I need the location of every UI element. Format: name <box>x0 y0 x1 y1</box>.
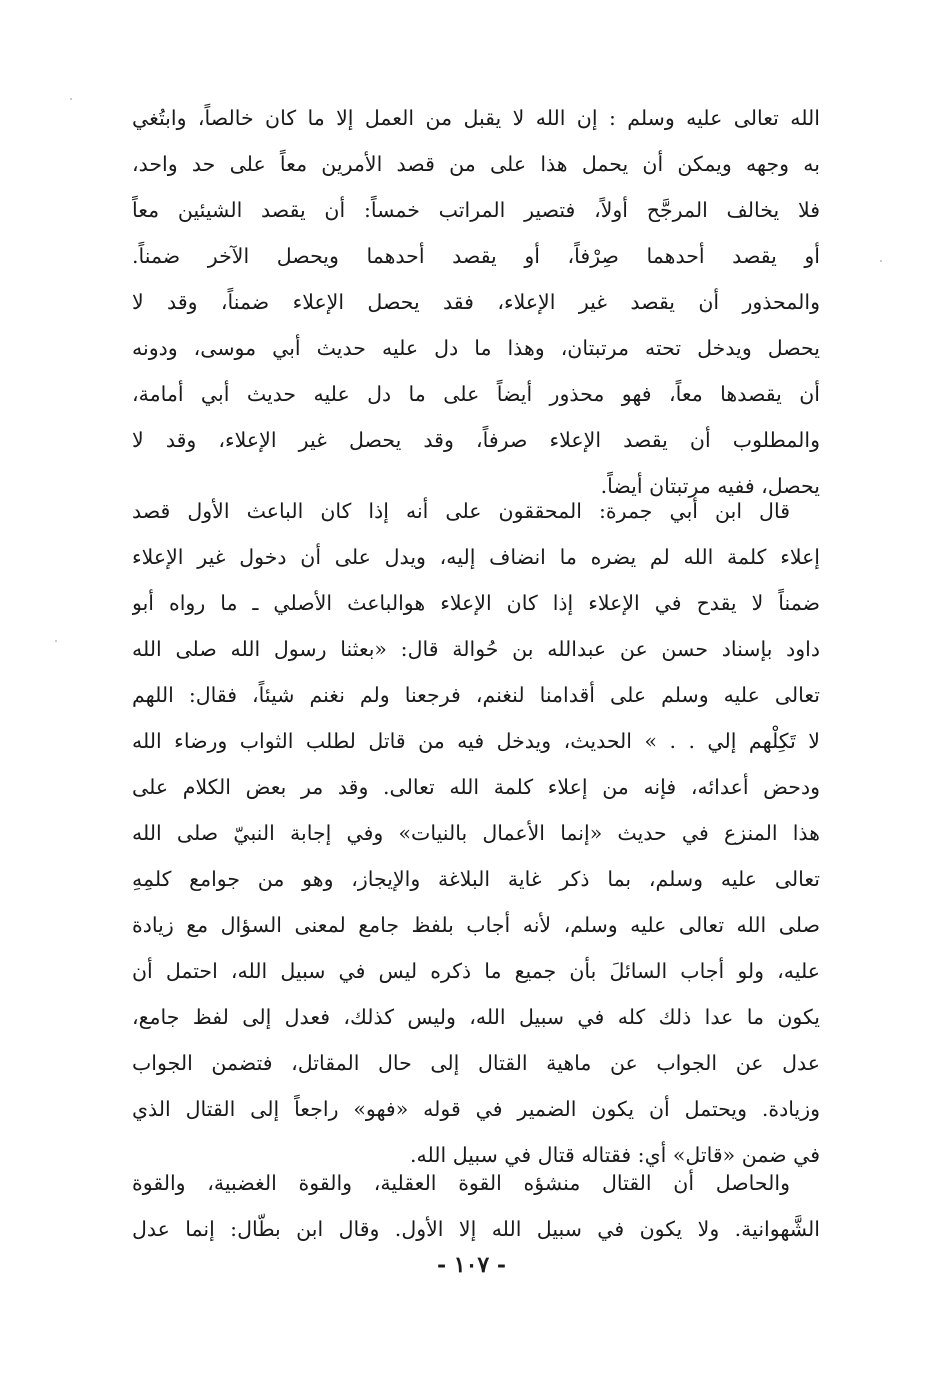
paragraph-3 <box>132 1160 820 1252</box>
text-line: والحاصل أن القتال منشؤه القوة العقلية، والقوة الغضبية، والقوة <box>132 1171 790 1195</box>
text-line: قال ابن أبي جمرة: المحققون على أنه إذا كان الباعث الأول قصد <box>132 499 790 523</box>
text-line: والمحذور أن يقصد غير الإعلاء، فقد يحصل الإعلاء ضمناً، وقد لا <box>132 290 820 314</box>
scan-speck <box>70 98 72 100</box>
text-line: ودحض أعدائه، فإنه من إعلاء كلمة الله تعالى. وقد مر بعض الكلام على <box>132 775 820 799</box>
paragraph-2 <box>132 488 820 1178</box>
text-line: يكون ما عدا ذلك كله في سبيل الله، وليس كذلك، فعدل إلى لفظ جامع، <box>132 1005 820 1029</box>
text-line: لا تَكِلْهم إلي . . » الحديث، ويدخل فيه من قاتل لطلب الثواب ورضاء الله <box>132 729 820 753</box>
text-line: تعالى عليه وسلم، بما ذكر غاية البلاغة والإيجاز، وهو من جوامع كلمِهِ <box>132 867 820 891</box>
text-line: في ضمن «قاتل» أي: فقتاله قتال في سبيل الله. <box>409 1143 820 1167</box>
paragraph-1 <box>132 95 820 509</box>
text-line: الله تعالى عليه وسلم : إن الله لا يقبل من العمل إلا ما كان خالصاً، وابتُغي <box>132 106 820 130</box>
text-line: عليه، ولو أجاب السائلَ بأن جميع ما ذكره ليس في سبيل الله، احتمل أن <box>132 959 820 983</box>
text-line: الشَّهوانية. ولا يكون في سبيل الله إلا الأول. وقال ابن بطّال: إنما عدل <box>132 1217 820 1241</box>
text-line: أو يقصد أحدهما صِرْفاً، أو يقصد أحدهما ويحصل الآخر ضمناً. <box>132 244 820 268</box>
text-line: تعالى عليه وسلم على أقدامنا لنغنم، فرجعنا ولم نغنم شيئاً، فقال: اللهم <box>132 683 820 707</box>
text-line: والمطلوب أن يقصد الإعلاء صرفاً، وقد يحصل غير الإعلاء، وقد لا <box>132 428 820 452</box>
text-line: أن يقصدها معاً، فهو محذور أيضاً على ما دل عليه حديث أبي أمامة، <box>132 382 820 406</box>
page-number: - ١٠٧ - <box>436 1252 507 1278</box>
scan-speck <box>55 640 57 642</box>
text-line: ضمناً لا يقدح في الإعلاء إذا كان الإعلاء هوالباعث الأصلي ـ ما رواه أبو <box>132 591 820 615</box>
text-line: يحصل ويدخل تحته مرتبتان، وهذا ما دل عليه حديث أبي موسى، ودونه <box>132 336 820 360</box>
text-line: وزيادة. ويحتمل أن يكون الضمير في قوله «فهو» راجعاً إلى القتال الذي <box>132 1097 820 1121</box>
text-line: صلى الله تعالى عليه وسلم، لأنه أجاب بلفظ جامع لمعنى السؤال مع زيادة <box>132 913 820 937</box>
text-line: به وجهه ويمكن أن يحمل هذا على من قصد الأمرين معاً على حد واحد، <box>132 152 820 176</box>
text-line: يحصل، ففيه مرتبتان أيضاً. <box>600 474 820 498</box>
text-line: إعلاء كلمة الله لم يضره ما انضاف إليه، ويدل على أن دخول غير الإعلاء <box>132 545 820 569</box>
text-line: هذا المنزع في حديث «إنما الأعمال بالنيات» وفي إجابة النبيّ صلى الله <box>132 821 820 845</box>
text-line: داود بإسناد حسن عن عبدالله بن حُوالة قال: «بعثنا رسول الله صلى الله <box>132 637 820 661</box>
scan-speck <box>880 260 882 262</box>
text-line: فلا يخالف المرجَّح أولاً، فتصير المراتب خمساً: أن يقصد الشيئين معاً <box>132 198 820 222</box>
text-line: عدل عن الجواب عن ماهية القتال إلى حال المقاتل، فتضمن الجواب <box>132 1051 820 1075</box>
